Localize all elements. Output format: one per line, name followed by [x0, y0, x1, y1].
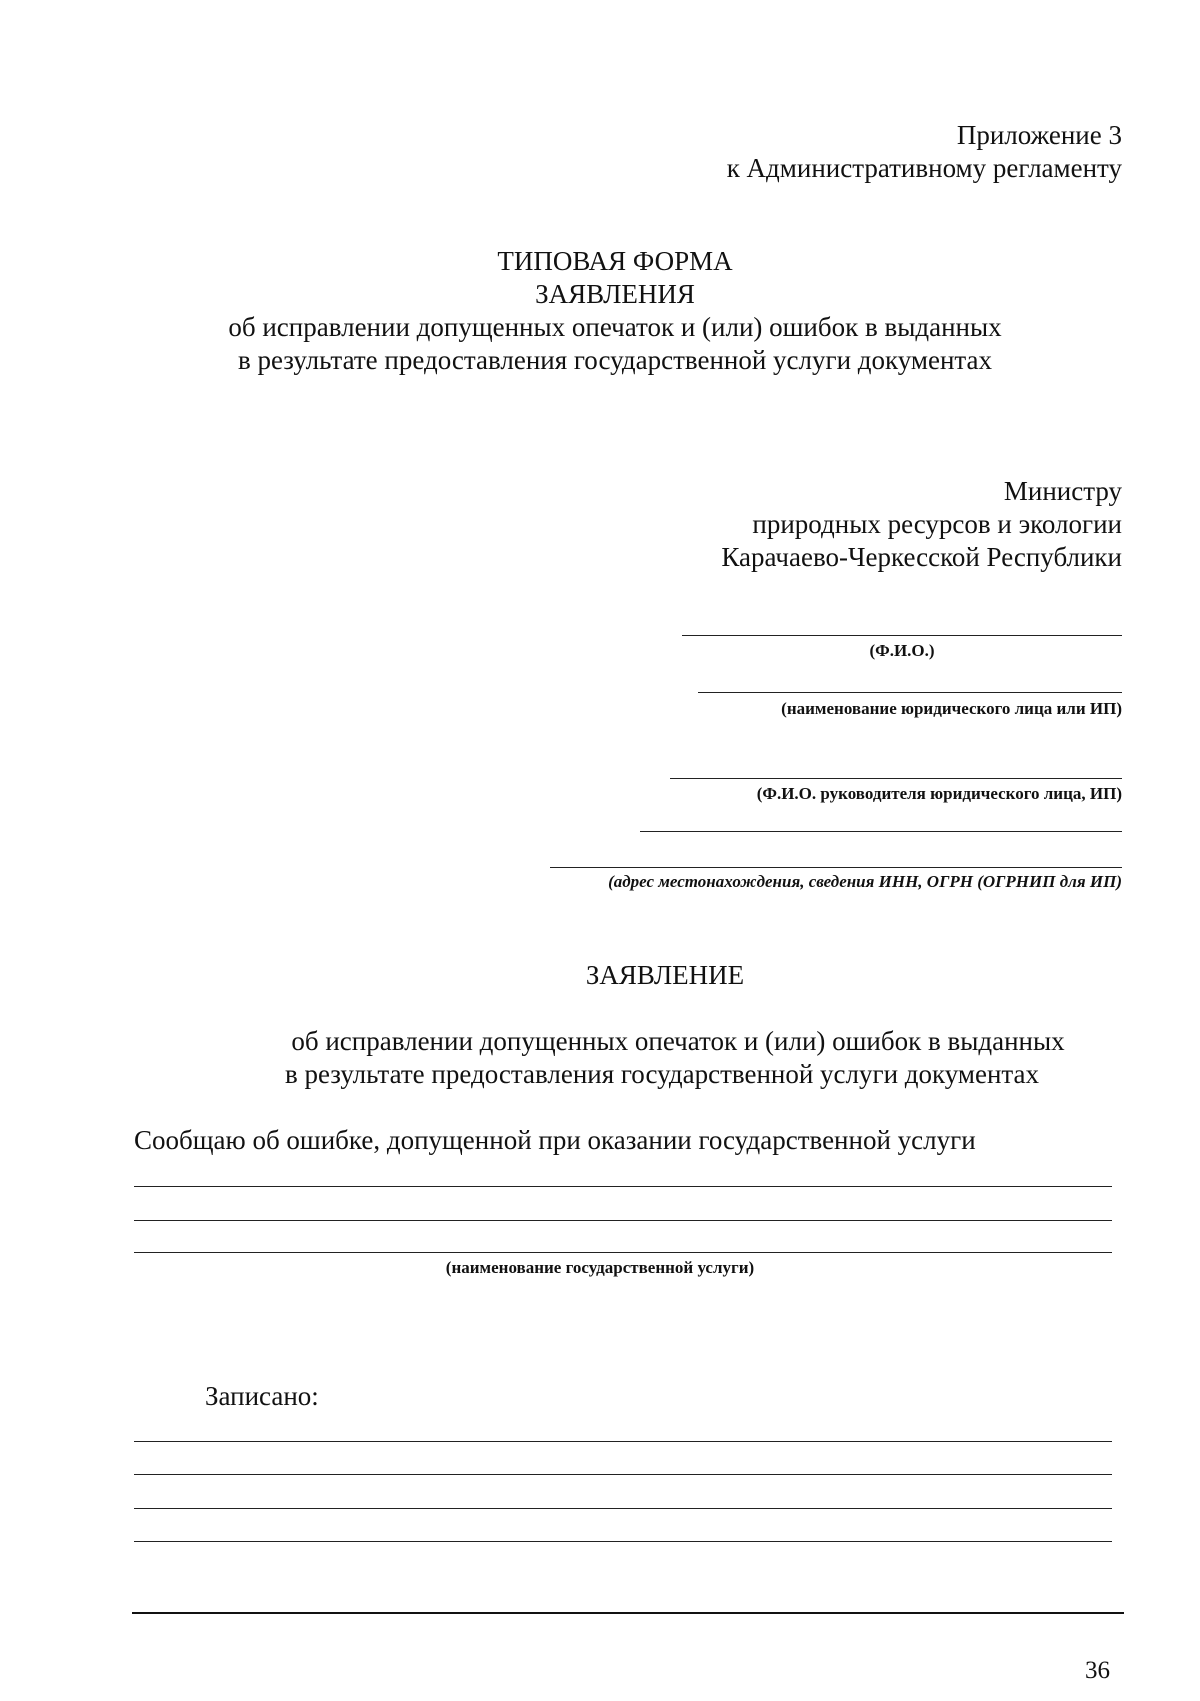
- form-subject-line-1: об исправлении допущенных опечаток и (или) ошибок в выданных: [228, 312, 1002, 342]
- statement-subtitle-2: в результате предоставления государственной услуги документах: [284, 1059, 1040, 1089]
- recorded-blank-line-4: [134, 1541, 1112, 1542]
- error-report-text: Сообщаю об ошибке, допущенной при оказании государственной услуги: [134, 1125, 976, 1155]
- form-subject-line-2: в результате предоставления государственной услуги документах: [237, 345, 993, 375]
- recorded-blank-line-1: [134, 1441, 1112, 1442]
- addressee-minister: Министру: [1003, 476, 1122, 506]
- fio-caption: (Ф.И.О.): [869, 641, 935, 660]
- head-caption: (Ф.И.О. руководителя юридического лица, ИП): [756, 784, 1122, 803]
- addressee-ministry: природных ресурсов и экологии: [752, 509, 1122, 539]
- service-caption: (наименование государственной услуги): [445, 1258, 755, 1277]
- recorded-blank-line-2: [134, 1474, 1112, 1475]
- address-blank-line-2: [550, 867, 1122, 868]
- address-caption: (адрес местонахождения, сведения ИНН, ОГРН (ОГРНИП для ИП): [608, 872, 1122, 891]
- appendix-number: Приложение 3: [956, 120, 1122, 150]
- addressee-republic: Карачаево-Черкесской Республики: [721, 542, 1122, 572]
- service-blank-line-1: [134, 1186, 1112, 1187]
- fio-blank-line: [682, 635, 1122, 636]
- statement-subtitle-1: об исправлении допущенных опечаток и (или) ошибок в выданных: [291, 1026, 1065, 1056]
- org-caption: (наименование юридического лица или ИП): [781, 699, 1122, 718]
- head-blank-line: [670, 778, 1122, 779]
- page-number: 36: [1085, 1657, 1110, 1684]
- recorded-blank-line-3: [134, 1508, 1112, 1509]
- address-blank-line-1: [640, 831, 1122, 832]
- service-blank-line-3: [134, 1252, 1112, 1253]
- statement-title: ЗАЯВЛЕНИЕ: [585, 960, 745, 990]
- form-statement-title: ЗАЯВЛЕНИЯ: [535, 279, 695, 309]
- org-blank-line: [698, 692, 1122, 693]
- recorded-label: Записано:: [205, 1381, 319, 1411]
- form-type-title: ТИПОВАЯ ФОРМА: [497, 246, 733, 276]
- service-blank-line-2: [134, 1220, 1112, 1221]
- page-bottom-rule: [132, 1612, 1124, 1614]
- regulation-reference: к Административному регламенту: [726, 153, 1122, 183]
